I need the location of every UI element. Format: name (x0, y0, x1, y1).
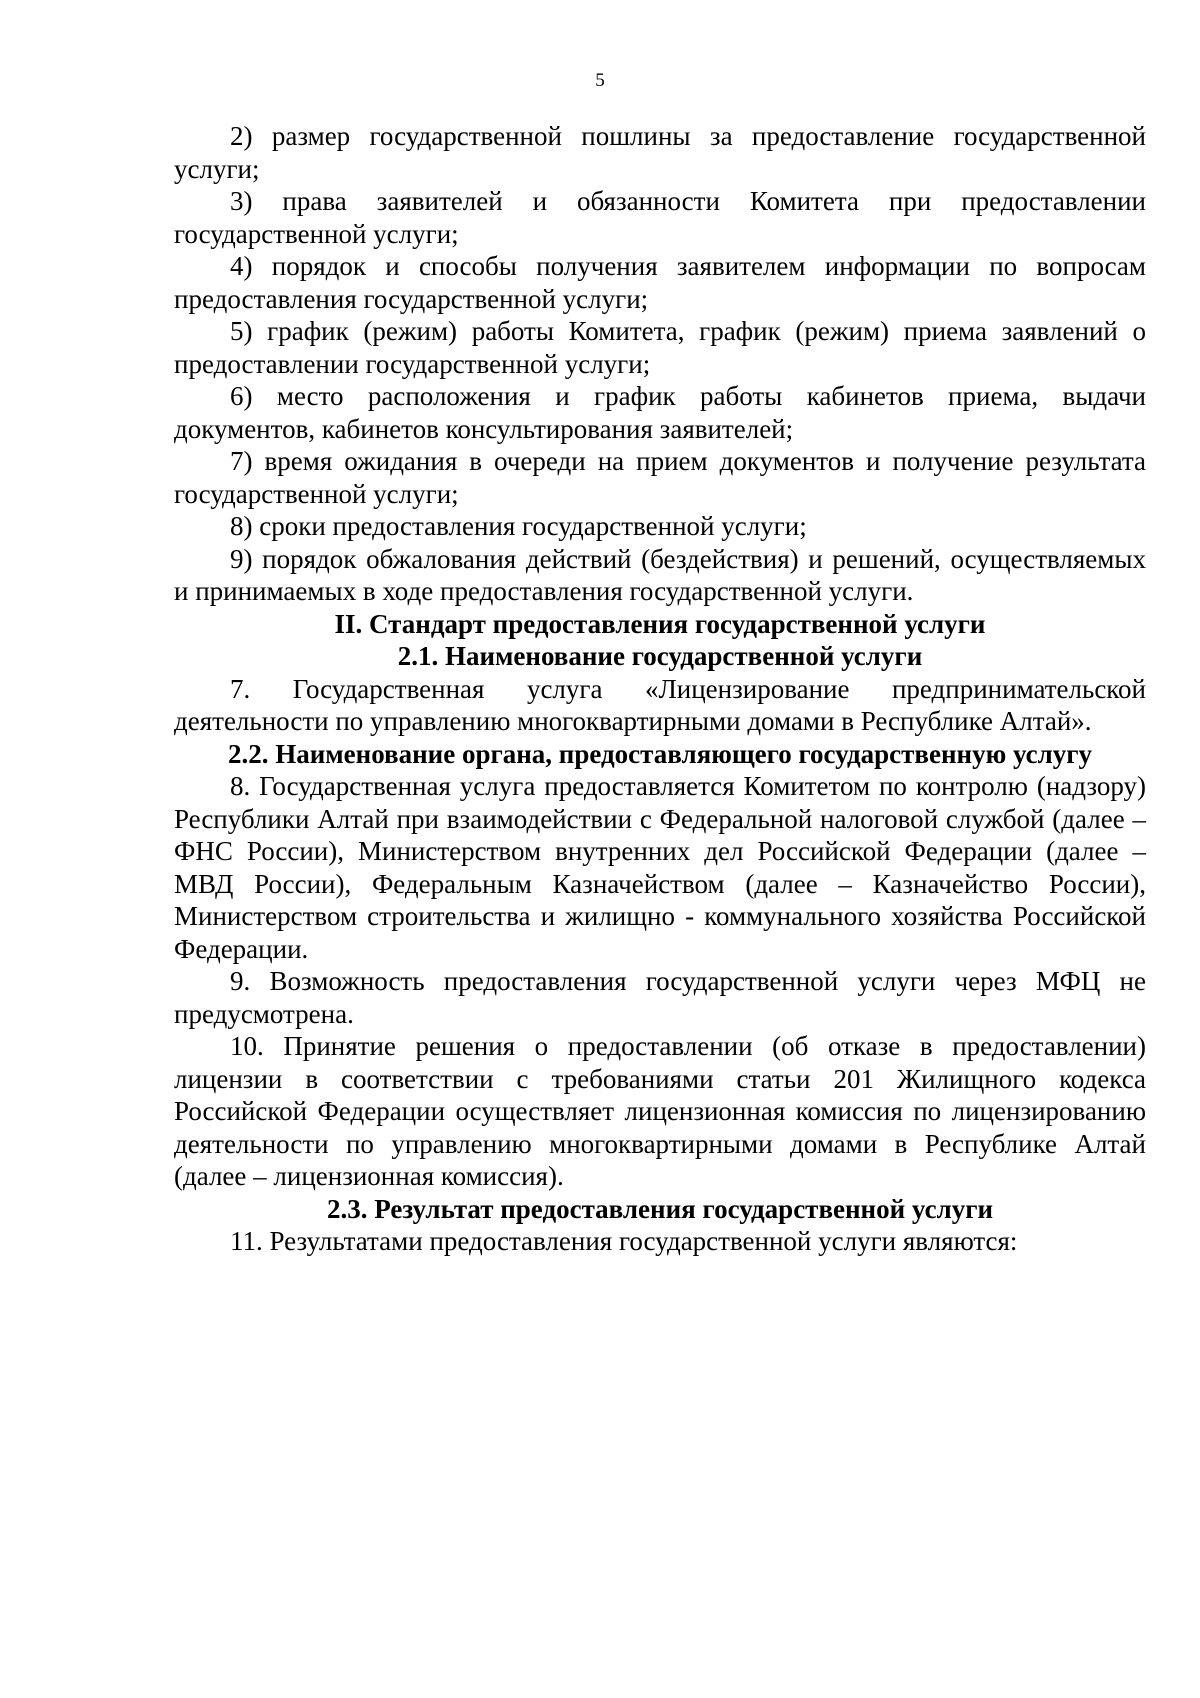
list-item: 3) права заявителей и обязанности Комитета при предоставлении государственной услуги; (174, 186, 1146, 249)
paragraph: 9. Возможность предоставления государственной услуги через МФЦ не предусмотрена. (174, 966, 1146, 1029)
paragraph: 10. Принятие решения о предоставлении (об отказе в предоставлении) лицензии в соответствии с требованиями статьи 201 Жилищного кодекса Российской Федерации осуществляет лицензионная комиссия по лицензированию деятельности по управлению многоквартирными домами в Республике Алтай (далее – лицензионная комиссия). (174, 1031, 1146, 1191)
page-number: 5 (595, 70, 605, 91)
list-item: 4) порядок и способы получения заявителем информации по вопросам предоставления государственной услуги; (174, 251, 1146, 314)
list-item: 9) порядок обжалования действий (бездействия) и решений, осуществляемых и принимаемых в ходе предоставления государственной услуги. (174, 543, 1146, 606)
paragraph: 7. Государственная услуга «Лицензирование предпринимательской деятельности по управлению многоквартирными домами в Республике Алтай». (174, 673, 1146, 736)
list-item: 7) время ожидания в очереди на прием документов и получение результата государственной услуги; (174, 446, 1146, 509)
list-item: 6) место расположения и график работы кабинетов приема, выдачи документов, кабинетов консультирования заявителей; (174, 381, 1146, 444)
paragraph: 11. Результатами предоставления государственной услуги являются: (230, 1226, 1018, 1256)
paragraph: 8. Государственная услуга предоставляется Комитетом по контролю (надзору) Республики Алтай при взаимодействии с Федеральной налоговой службой (далее – ФНС России), Министерством внутренних дел Российской Федерации (далее – МВД России), Федеральным Казначейством (далее – Казначейство России), Министерством строительства и жилищно - коммунального хозяйства Российской Федерации. (174, 771, 1146, 964)
info-list (174, 120, 1146, 608)
subsection-title: 2.2. Наименование органа, предоставляющего государственную услугу (227, 738, 1093, 769)
list-item: 2) размер государственной пошлины за предоставление государственной услуги; (174, 121, 1146, 184)
subsection-title: 2.1. Наименование государственной услуги (397, 641, 923, 671)
list-item: 5) график (режим) работы Комитета, график (режим) приема заявлений о предоставлении государственной услуги; (174, 316, 1146, 379)
section-title: II. Стандарт предоставления государственной услуги (334, 608, 986, 639)
document-body (174, 120, 1146, 1258)
list-item: 8) сроки предоставления государственной услуги; (230, 511, 807, 541)
subsection-title: 2.3. Результат предоставления государственной услуги (326, 1193, 994, 1224)
